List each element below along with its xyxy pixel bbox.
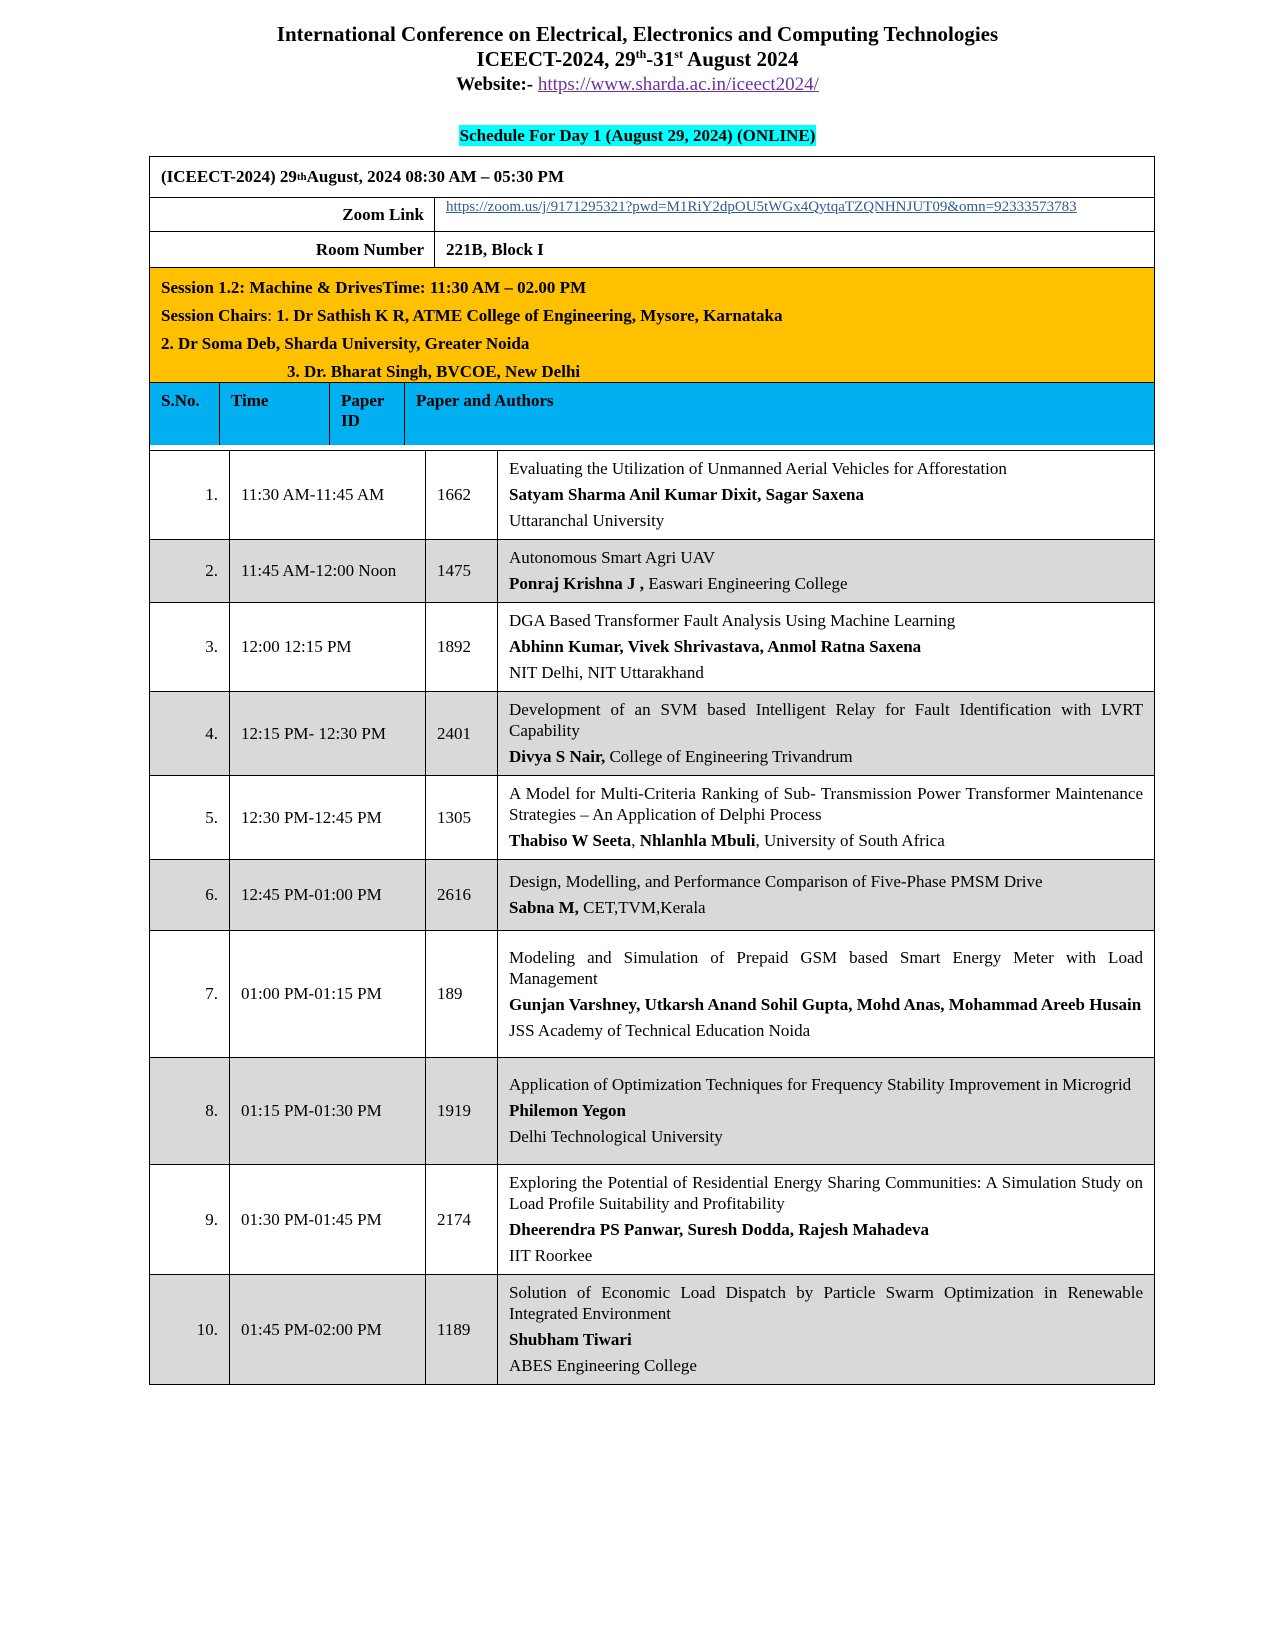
schedule-row: [150, 603, 1155, 692]
paper-title: Solution of Economic Load Dispatch by Particle Swarm Optimization in Renewable Integrated Environment: [509, 1283, 1143, 1323]
row-paper-id: 1475: [426, 540, 498, 603]
row-paper: [498, 451, 1155, 540]
conference-edition: ICEECT-2024, 29th-31st August 2024: [476, 47, 799, 71]
website-line: [0, 72, 1275, 97]
paper-affiliation: Uttaranchal University: [509, 511, 665, 530]
row-paper: [498, 540, 1155, 603]
room-value: 221B, Block I: [446, 240, 544, 259]
row-time: 12:15 PM- 12:30 PM: [230, 692, 426, 776]
row-sno: 10.: [150, 1275, 230, 1385]
schedule-row: [150, 540, 1155, 603]
zoom-label: Zoom Link: [150, 198, 435, 231]
row-paper-id: 1892: [426, 603, 498, 692]
website-link[interactable]: https://www.sharda.ac.in/iceect2024/: [537, 74, 819, 95]
row-paper: [498, 931, 1155, 1058]
column-header-paper-authors: Paper and Authors: [416, 391, 554, 410]
row-paper: [498, 1058, 1155, 1165]
paper-title: Application of Optimization Techniques for Frequency Stability Improvement in Microgrid: [509, 1075, 1132, 1094]
session-title: Session 1.2: Machine & DrivesTime: 11:30 AM – 02.00 PM: [161, 278, 587, 297]
schedule-row: [150, 451, 1155, 540]
row-time: 12:30 PM-12:45 PM: [230, 776, 426, 860]
schedule-row: [150, 1275, 1155, 1385]
schedule-row: [150, 1058, 1155, 1165]
paper-title: Autonomous Smart Agri UAV: [509, 548, 716, 567]
row-paper: [498, 860, 1155, 931]
session-chair-2: 2. Dr Soma Deb, Sharda University, Greater Noida: [161, 334, 530, 353]
paper-authors: Dheerendra PS Panwar, Suresh Dodda, Rajesh Mahadeva: [509, 1220, 930, 1239]
schedule-row: [150, 931, 1155, 1058]
row-time: 11:45 AM-12:00 Noon: [230, 540, 426, 603]
schedule-table: [149, 450, 1155, 1385]
website-label: Website:-: [456, 74, 534, 95]
paper-authors: Satyam Sharma Anil Kumar Dixit, Sagar Saxena: [509, 485, 864, 504]
row-time: 01:30 PM-01:45 PM: [230, 1165, 426, 1275]
row-sno: 8.: [150, 1058, 230, 1165]
zoom-row: [150, 198, 1154, 232]
row-paper-id: 1662: [426, 451, 498, 540]
row-paper: [498, 1165, 1155, 1275]
paper-authors: Sabna M, CET,TVM,Kerala: [509, 898, 706, 917]
schedule-row: [150, 692, 1155, 776]
row-paper-id: 2174: [426, 1165, 498, 1275]
row-sno: 5.: [150, 776, 230, 860]
room-label: Room Number: [150, 232, 435, 267]
session-chairs-line: Session Chairs: 1. Dr Sathish K R, ATME College of Engineering, Mysore, Karnataka: [161, 306, 783, 325]
schedule-row: [150, 860, 1155, 931]
paper-title: Modeling and Simulation of Prepaid GSM based Smart Energy Meter with Load Management: [509, 947, 1143, 988]
row-time: 12:45 PM-01:00 PM: [230, 860, 426, 931]
column-header-sno: S.No.: [150, 383, 220, 445]
row-time: 11:30 AM-11:45 AM: [230, 451, 426, 540]
row-sno: 6.: [150, 860, 230, 931]
schedule-row: [150, 1165, 1155, 1275]
paper-title: DGA Based Transformer Fault Analysis Using Machine Learning: [509, 611, 956, 630]
paper-title: Development of an SVM based Intelligent Relay for Fault Identification with LVRT Capability: [509, 700, 1143, 740]
row-paper: [498, 1275, 1155, 1385]
row-sno: 4.: [150, 692, 230, 776]
schedule-row: [150, 776, 1155, 860]
row-paper-id: 2401: [426, 692, 498, 776]
zoom-link[interactable]: https://zoom.us/j/9171295321?pwd=M1RiY2dpOU5tWGx4QytqaTZQNHNJUT09&omn=92333573783: [446, 199, 1077, 215]
paper-affiliation: ABES Engineering College: [509, 1356, 697, 1375]
row-paper-id: 2616: [426, 860, 498, 931]
row-sno: 9.: [150, 1165, 230, 1275]
paper-authors: Abhinn Kumar, Vivek Shrivastava, Anmol Ratna Saxena: [509, 637, 922, 656]
row-sno: 1.: [150, 451, 230, 540]
column-header-row: [150, 383, 1154, 445]
paper-title: Design, Modelling, and Performance Comparison of Five-Phase PMSM Drive: [509, 872, 1043, 891]
session-info-block: [149, 156, 1155, 450]
event-datetime: (ICEECT-2024) 29 th August, 2024 08:30 AM – 05:30 PM: [150, 157, 1154, 198]
paper-title: Exploring the Potential of Residential Energy Sharing Communities: A Simulation Study on Load Profile Suitability and Profitability: [509, 1173, 1143, 1213]
row-time: 01:00 PM-01:15 PM: [230, 931, 426, 1058]
column-header-paper-id: Paper ID: [330, 383, 405, 445]
row-sno: 3.: [150, 603, 230, 692]
paper-affiliation: JSS Academy of Technical Education Noida: [509, 1020, 811, 1040]
paper-authors: Gunjan Varshney, Utkarsh Anand Sohil Gupta, Mohd Anas, Mohammad Areeb Husain: [509, 994, 1142, 1014]
row-sno: 2.: [150, 540, 230, 603]
row-paper: [498, 603, 1155, 692]
session-chair-3: 3. Dr. Bharat Singh, BVCOE, New Delhi: [287, 362, 581, 381]
row-time: 12:00 12:15 PM: [230, 603, 426, 692]
paper-authors: Ponraj Krishna J , Easwari Engineering College: [509, 574, 848, 593]
paper-affiliation: Delhi Technological University: [509, 1127, 723, 1146]
row-paper-id: 1189: [426, 1275, 498, 1385]
paper-affiliation: NIT Delhi, NIT Uttarakhand: [509, 663, 704, 682]
session-banner: [150, 268, 1154, 383]
column-header-time: Time: [220, 383, 330, 445]
row-paper-id: 1305: [426, 776, 498, 860]
document-header: [0, 22, 1275, 97]
paper-title: Evaluating the Utilization of Unmanned Aerial Vehicles for Afforestation: [509, 459, 1007, 478]
row-time: 01:15 PM-01:30 PM: [230, 1058, 426, 1165]
row-paper: [498, 776, 1155, 860]
paper-authors: Thabiso W Seeta, Nhlanhla Mbuli, University of South Africa: [509, 831, 945, 850]
conference-title: International Conference on Electrical, Electronics and Computing Technologies: [276, 22, 999, 46]
paper-authors: Divya S Nair, College of Engineering Trivandrum: [509, 747, 853, 766]
row-time: 01:45 PM-02:00 PM: [230, 1275, 426, 1385]
row-paper: [498, 692, 1155, 776]
row-paper-id: 189: [426, 931, 498, 1058]
row-paper-id: 1919: [426, 1058, 498, 1165]
row-sno: 7.: [150, 931, 230, 1058]
paper-title: A Model for Multi-Criteria Ranking of Sub- Transmission Power Transformer Maintenance Strategies – An Application of Delphi Process: [509, 784, 1143, 824]
paper-authors: Philemon Yegon: [509, 1101, 626, 1120]
paper-affiliation: IIT Roorkee: [509, 1246, 593, 1265]
paper-authors: Shubham Tiwari: [509, 1330, 632, 1349]
room-row: [150, 232, 1154, 268]
day-label: Schedule For Day 1 (August 29, 2024) (ONLINE): [459, 126, 816, 145]
